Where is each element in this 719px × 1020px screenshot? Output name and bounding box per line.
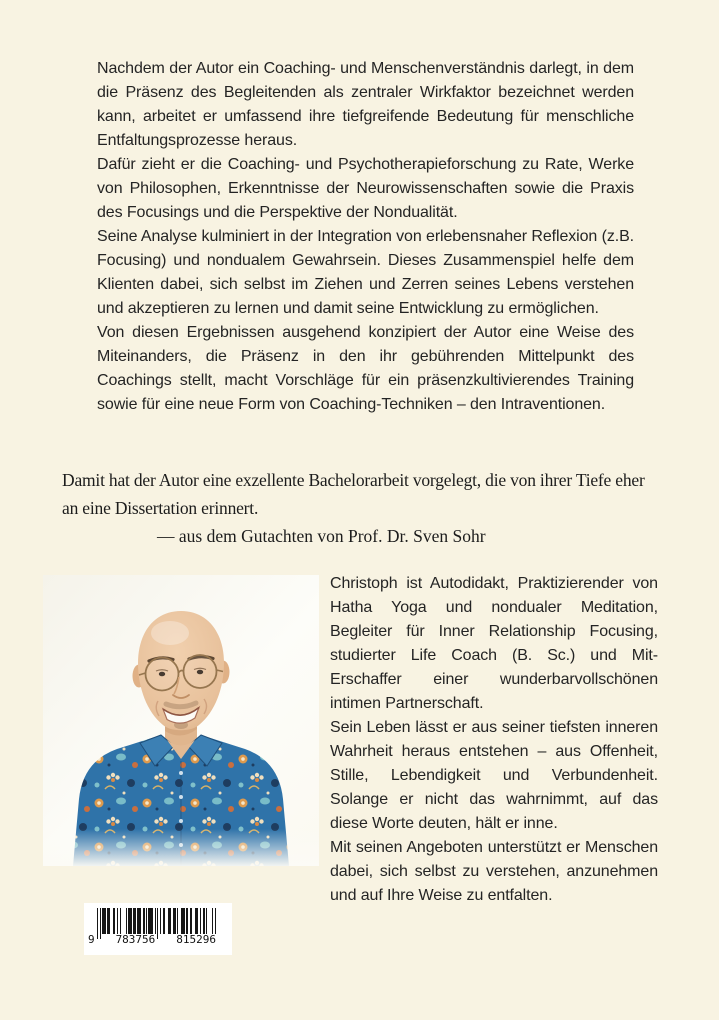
synopsis-text xyxy=(97,57,634,417)
barcode-digits xyxy=(87,934,217,946)
barcode-digit-group2: 815296 xyxy=(176,933,216,946)
synopsis-paragraph: Dafür zieht er die Coaching- und Psychotherapieforschung zu Rate, Werke von Philosophen, Erkenntnisse der Neurowissenschaften sowie die Praxis des Focusings und die Perspektive der Nondualität. xyxy=(97,156,634,221)
review-quote-block xyxy=(62,466,662,550)
isbn-barcode xyxy=(84,903,232,955)
synopsis-paragraph: Seine Analyse kulminiert in der Integration von erlebensnaher Reflexion (z.B. Focusing) und nondualem Gewahrsein. Dieses Zusammenspiel helfe dem Klienten dabei, sich selbst im Ziehen und Zerren seines Lebens verstehen und akzeptieren zu lernen und damit seine Entwicklung zu ermöglichen. xyxy=(97,228,634,317)
author-bio xyxy=(330,572,658,908)
bio-paragraph: Mit seinen Angeboten unterstützt er Menschen dabei, sich selbst zu verstehen, anzunehmen und auf Ihre Weise zu entfalten. xyxy=(330,839,658,904)
bio-paragraph: Christoph ist Autodidakt, Praktizierender von Hatha Yoga und nondualer Meditation, Begleiter für Inner Relationship Focusing, studierter Life Coach (B. Sc.) und Mit-Erschaffer einer wunderbarvollschönen intimen Partnerschaft. xyxy=(330,575,658,712)
author-photo xyxy=(43,575,319,866)
bio-paragraph: Sein Leben lässt er aus seiner tiefsten inneren Wahrheit heraus entstehen – aus Offenheit, Stille, Lebendigkeit und Verbundenheit. Solange er nicht das wahrnimmt, auf das diese Worte deuten, hält er inne. xyxy=(330,719,658,832)
review-attribution: — aus dem Gutachten von Prof. Dr. Sven Sohr xyxy=(157,526,486,546)
barcode-digit-lead: 9 xyxy=(88,933,95,946)
portrait-illustration xyxy=(43,575,319,866)
barcode-digit-group1: 783756 xyxy=(115,933,156,946)
synopsis-paragraph: Nachdem der Autor ein Coaching- und Menschenverständnis darlegt, in dem die Präsenz des Begleitenden als zentraler Wirkfaktor bezeichnet werden kann, arbeitet er umfassend ihre tiefgreifende Bedeutung für menschliche Entfaltungsprozesse heraus. xyxy=(97,60,634,149)
synopsis-paragraph: Von diesen Ergebnissen ausgehend konzipiert der Autor eine Weise des Miteinanders, die Präsenz in den ihr gebührenden Mittelpunkt des Coachings stellt, macht Vorschläge für ein präsenzkultivierendes Training sowie für eine neue Form von Coaching-Techniken – den Intraventionen. xyxy=(97,324,634,413)
review-quote: Damit hat der Autor eine exzellente Bachelorarbeit vorgelegt, die von ihrer Tiefe eher an eine Dissertation erinnert. xyxy=(62,470,645,518)
